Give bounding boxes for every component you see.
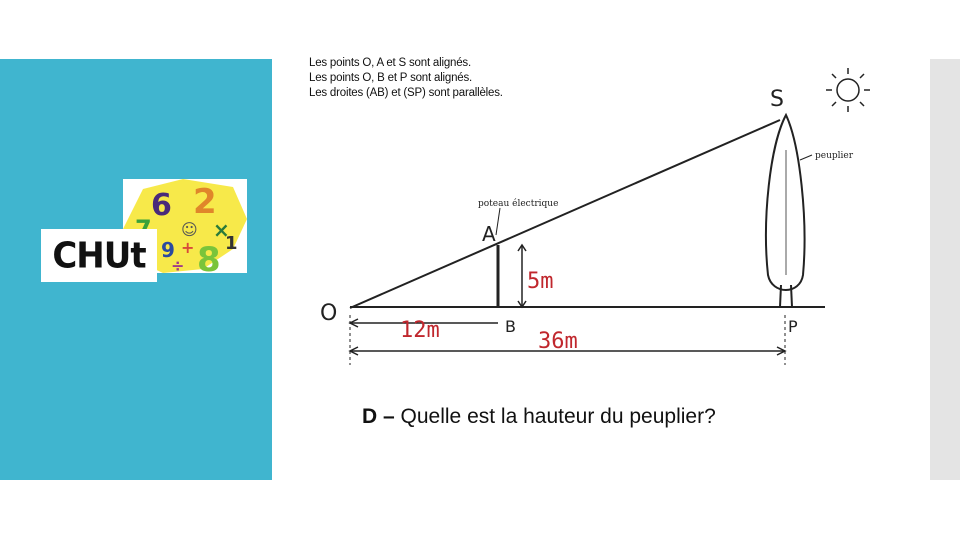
label-a: A: [482, 222, 496, 246]
chut-logo: [41, 229, 157, 282]
statement-line: Les droites (AB) et (SP) sont parallèles.: [309, 87, 503, 99]
svg-text:9: 9: [161, 238, 175, 262]
label-b: B: [505, 317, 516, 336]
svg-text:1: 1: [225, 233, 238, 254]
question-text: Quelle est la hauteur du peuplier?: [400, 405, 716, 428]
measure-ob: 12m: [400, 318, 440, 343]
svg-text:2: 2: [193, 182, 217, 222]
question-prefix: D –: [362, 405, 395, 428]
poplar-tree: [766, 115, 804, 307]
label-o: O: [320, 301, 338, 326]
svg-text:+: +: [181, 238, 195, 257]
svg-text:×: ×: [213, 218, 230, 242]
measure-op: 36m: [538, 329, 578, 354]
sun-icon: [826, 68, 870, 112]
statement-line: Les points O, A et S sont alignés.: [309, 57, 471, 69]
svg-text:÷: ÷: [171, 256, 185, 273]
right-scroll-strip: [930, 59, 960, 480]
question: [362, 405, 716, 429]
sight-line: [350, 120, 780, 308]
svg-text:8: 8: [197, 240, 221, 273]
svg-text:☺: ☺: [181, 220, 198, 239]
label-poplar: peuplier: [815, 151, 854, 161]
statement-line: Les points O, B et P sont alignés.: [309, 72, 473, 84]
svg-text:6: 6: [151, 188, 172, 223]
label-pole: poteau électrique: [478, 199, 559, 209]
geometry-diagram: [300, 60, 900, 380]
measure-ab: 5m: [527, 269, 554, 294]
chut-logo-text: CHUt: [52, 234, 146, 277]
label-p: P: [788, 317, 798, 336]
label-s: S: [770, 87, 784, 112]
